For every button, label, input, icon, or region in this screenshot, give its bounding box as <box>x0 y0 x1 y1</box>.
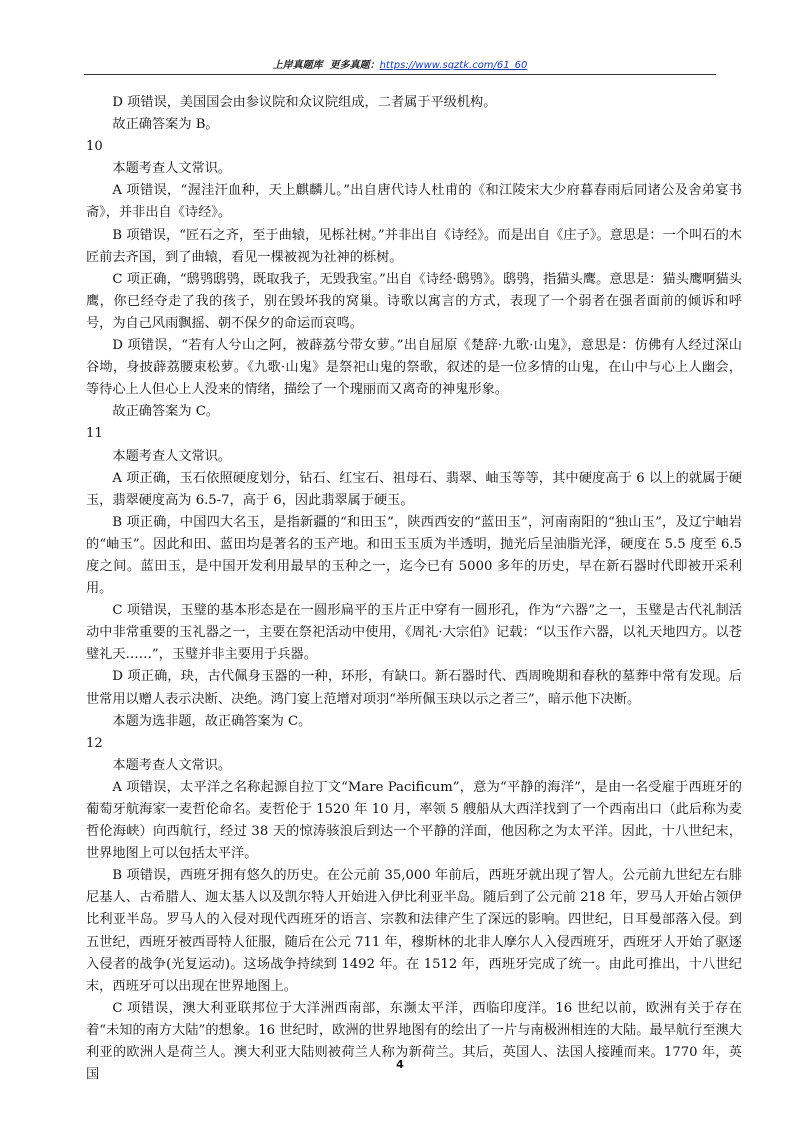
paragraph: 本题为选非题，故正确答案为 C。 <box>112 713 312 729</box>
question-number: 12 <box>86 735 103 751</box>
header-label: 更多真题： <box>329 60 380 71</box>
paragraph: D 项错误，美国国会由参议院和众议院组成，二者属于平级机构。 <box>112 95 497 110</box>
paragraph: 本题考查人文常识。 <box>112 757 232 773</box>
paragraph: B 项正确，中国四大名玉，是指新疆的“和田玉”，陕西西安的“蓝田玉”，河南南阳的“独山玉”，及辽宁岫岩的“岫玉”。因此和田、蓝田均是著名的玉产地。和田玉玉质为半透明，抛光后呈油脂光泽，硬度在 5.5 度至 6.5 度之间。蓝田玉，是中国开发利用最早的玉种之一，迄今已有 5000 多年的历史，早在新石器时代即被开采利用。 <box>86 514 742 597</box>
paragraph: C 项错误，玉璧的基本形态是在一圆形扁平的玉片正中穿有一圆形孔，作为“六器”之一，玉璧是古代礼制活动中非常重要的玉礼器之一，主要在祭祀活动中使用，《周礼·大宗伯》记载：“以玉作六器，以礼天地四方。以苍璧礼天……”，玉璧并非主要用于兵器。 <box>86 603 742 663</box>
paragraph: D 项错误，“若有人兮山之阿，被薜荔兮带女萝。”出自屈原《楚辞·九歌·山鬼》，意思是：仿佛有人经过深山谷坳，身披薜荔腰束松萝。《九歌·山鬼》是祭祀山鬼的祭歌，叙述的是一位多情的山鬼，在山中与心上人幽会，等待心上人但心上人没来的情绪，描绘了一个瑰丽而又离奇的神鬼形象。 <box>86 338 742 398</box>
paragraph: A 项错误，太平洋之名称起源自拉丁文“Mare Pacificum”，意为“平静的海洋”，是由一名受雇于西班牙的葡萄牙航海家一麦哲伦命名。麦哲伦于 1520 年 10 月，率领 5 艘船从大西洋找到了一个西南出口（此后称为麦哲伦海峡）向西航行，经过 38 天的惊涛骇浪后到达一个平静的洋面，他因称之为太平洋。因此，十八世纪末，世界地图上可以包括太平洋。 <box>86 779 742 862</box>
paragraph: C 项错误，澳大利亚联邦位于大洋洲西南部，东濒太平洋，西临印度洋。16 世纪以前，欧洲有关于存在着“未知的南方大陆”的想象。16 世纪时，欧洲的世界地图有的绘出了一片与南极洲相连的大陆。最早航行至澳大利亚的欧洲人是荷兰人。澳大利亚大陆则被荷兰人称为新荷兰。其后，英国人、法国人接踵而来。1770 年，英国 <box>86 1000 742 1083</box>
paragraph: B 项错误，西班牙拥有悠久的历史。在公元前 35,000 年前后，西班牙就出现了智人。公元前九世纪左右腓尼基人、古希腊人、迦太基人以及凯尔特人开始进入伊比利亚半岛。随后到了公元前 218 年，罗马人开始占领伊比利亚半岛。罗马人的入侵对现代西班牙的语言、宗教和法律产生了深远的影响。四世纪，日耳曼部落入侵。到五世纪，西班牙被西哥特人征服，随后在公元 711 年，穆斯林的北非人摩尔人入侵西班牙，西班牙人开始了驱逐入侵者的战争(光复运动)。这场战争持续到 1492 年。在 1512 年，西班牙完成了统一。由此可推出，十八世纪末，西班牙可以出现在世界地图上。 <box>86 868 742 994</box>
paragraph: C 项正确，“鸱鸮鸱鸮，既取我子，无毁我室。”出自《诗经·鸱鸮》。鸱鸮，指猫头鹰。意思是：猫头鹰啊猫头鹰，你已经夺走了我的孩子，别在毁坏我的窝巢。诗歌以寓言的方式，表现了一个弱者在强者面前的倾诉和呼号，为自己风雨飘摇、朝不保夕的命运而哀鸣。 <box>86 271 742 331</box>
page-number: 4 <box>396 1058 404 1071</box>
paragraph: 本题考查人文常识。 <box>112 161 232 177</box>
header-divider <box>84 74 716 75</box>
paragraph: B 项错误，“匠石之齐，至于曲辕，见栎社树。”并非出自《诗经》。而是出自《庄子》。意思是：一个叫石的木匠前去齐国，到了曲辕，看见一棵被视为社神的栎树。 <box>86 227 742 265</box>
paragraph: 本题考查人文常识。 <box>112 448 232 464</box>
page-header <box>0 56 800 71</box>
header-url-link[interactable]: https://www.sqztk.com/61_60 <box>379 60 528 71</box>
paragraph: D 项正确，玦，古代佩身玉器的一种，环形，有缺口。新石器时代、西周晚期和春秋的墓葬中常有发现。后世常用以赠人表示决断、决绝。鸿门宴上范增对项羽“举所佩玉玦以示之者三”，暗示他下决断。 <box>86 669 742 707</box>
question-number: 11 <box>86 426 103 442</box>
paragraph: 故正确答案为 C。 <box>112 404 219 420</box>
paragraph: A 项错误，“渥洼汗血种，天上麒麟儿。”出自唐代诗人杜甫的《和江陵宋大少府暮春雨后同诸公及舍弟宴书斋》，并非出自《诗经》。 <box>86 183 742 221</box>
header-brand: 上岸真题库 <box>272 60 323 71</box>
paragraph: 故正确答案为 B。 <box>112 117 219 133</box>
paragraph: A 项正确，玉石依照硬度划分，钻石、红宝石、祖母石、翡翠、岫玉等等，其中硬度高于 6 以上的就属于硬玉，翡翠硬度高为 6.5-7，高于 6，因此翡翠属于硬玉。 <box>86 470 742 508</box>
header-sep <box>323 60 330 71</box>
document-body <box>86 92 742 1086</box>
question-number: 10 <box>86 139 103 155</box>
